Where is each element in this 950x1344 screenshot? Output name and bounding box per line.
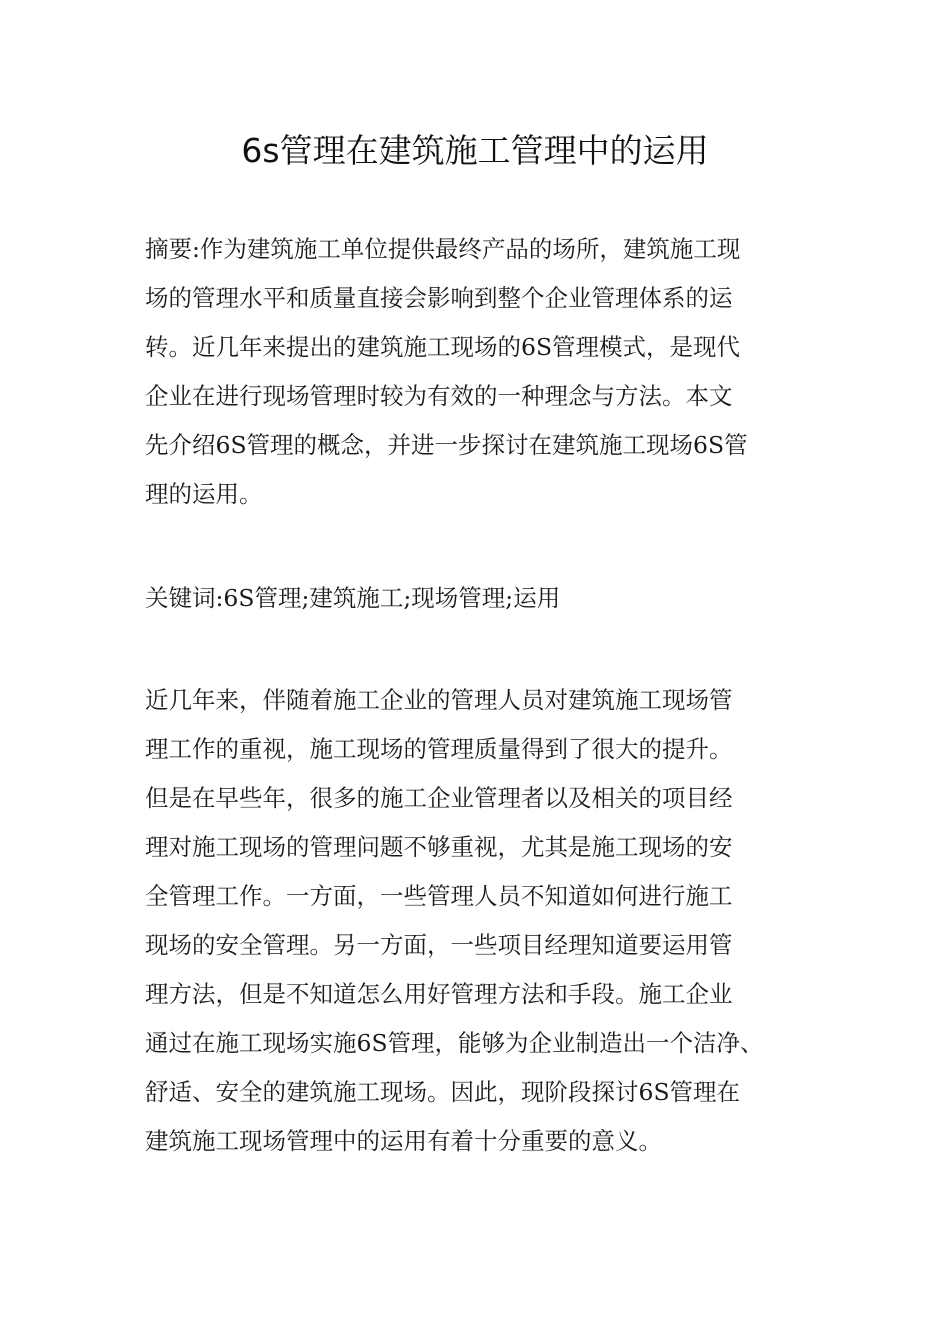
body-line: 理方法，但是不知道怎么用好管理方法和手段。施工企业 — [145, 980, 733, 1008]
abstract-line: 转。近几年来提出的建筑施工现场的6S管理模式，是现代 — [145, 333, 741, 361]
keywords-paragraph — [145, 574, 825, 623]
body-line: 现场的安全管理。另一方面，一些项目经理知道要运用管 — [145, 931, 733, 959]
abstract-line: 企业在进行现场管理时较为有效的一种理念与方法。本文 — [145, 382, 733, 410]
abstract-line: 场的管理水平和质量直接会影响到整个企业管理体系的运 — [145, 284, 733, 312]
body-paragraph — [145, 676, 825, 1166]
body-line: 建筑施工现场管理中的运用有着十分重要的意义。 — [145, 1127, 662, 1155]
document-title: 6s管理在建筑施工管理中的运用 — [241, 131, 709, 170]
body-line: 通过在施工现场实施6S管理，能够为企业制造出一个洁净、 — [145, 1029, 764, 1057]
body-line: 但是在早些年，很多的施工企业管理者以及相关的项目经 — [145, 784, 733, 812]
abstract-paragraph — [145, 225, 825, 519]
body-line: 舒适、安全的建筑施工现场。因此，现阶段探讨6S管理在 — [145, 1078, 741, 1106]
body-line: 全管理工作。一方面，一些管理人员不知道如何进行施工 — [145, 882, 733, 910]
abstract-line: 摘要:作为建筑施工单位提供最终产品的场所，建筑施工现 — [145, 235, 741, 263]
keywords-line: 关键词:6S管理;建筑施工;现场管理;运用 — [145, 584, 561, 612]
abstract-line: 先介绍6S管理的概念，并进一步探讨在建筑施工现场6S管 — [145, 431, 748, 459]
body-line: 理对施工现场的管理问题不够重视，尤其是施工现场的安 — [145, 833, 733, 861]
abstract-line: 理的运用。 — [145, 480, 263, 508]
body-line: 理工作的重视，施工现场的管理质量得到了很大的提升。 — [145, 735, 733, 763]
body-line: 近几年来，伴随着施工企业的管理人员对建筑施工现场管 — [145, 686, 733, 714]
